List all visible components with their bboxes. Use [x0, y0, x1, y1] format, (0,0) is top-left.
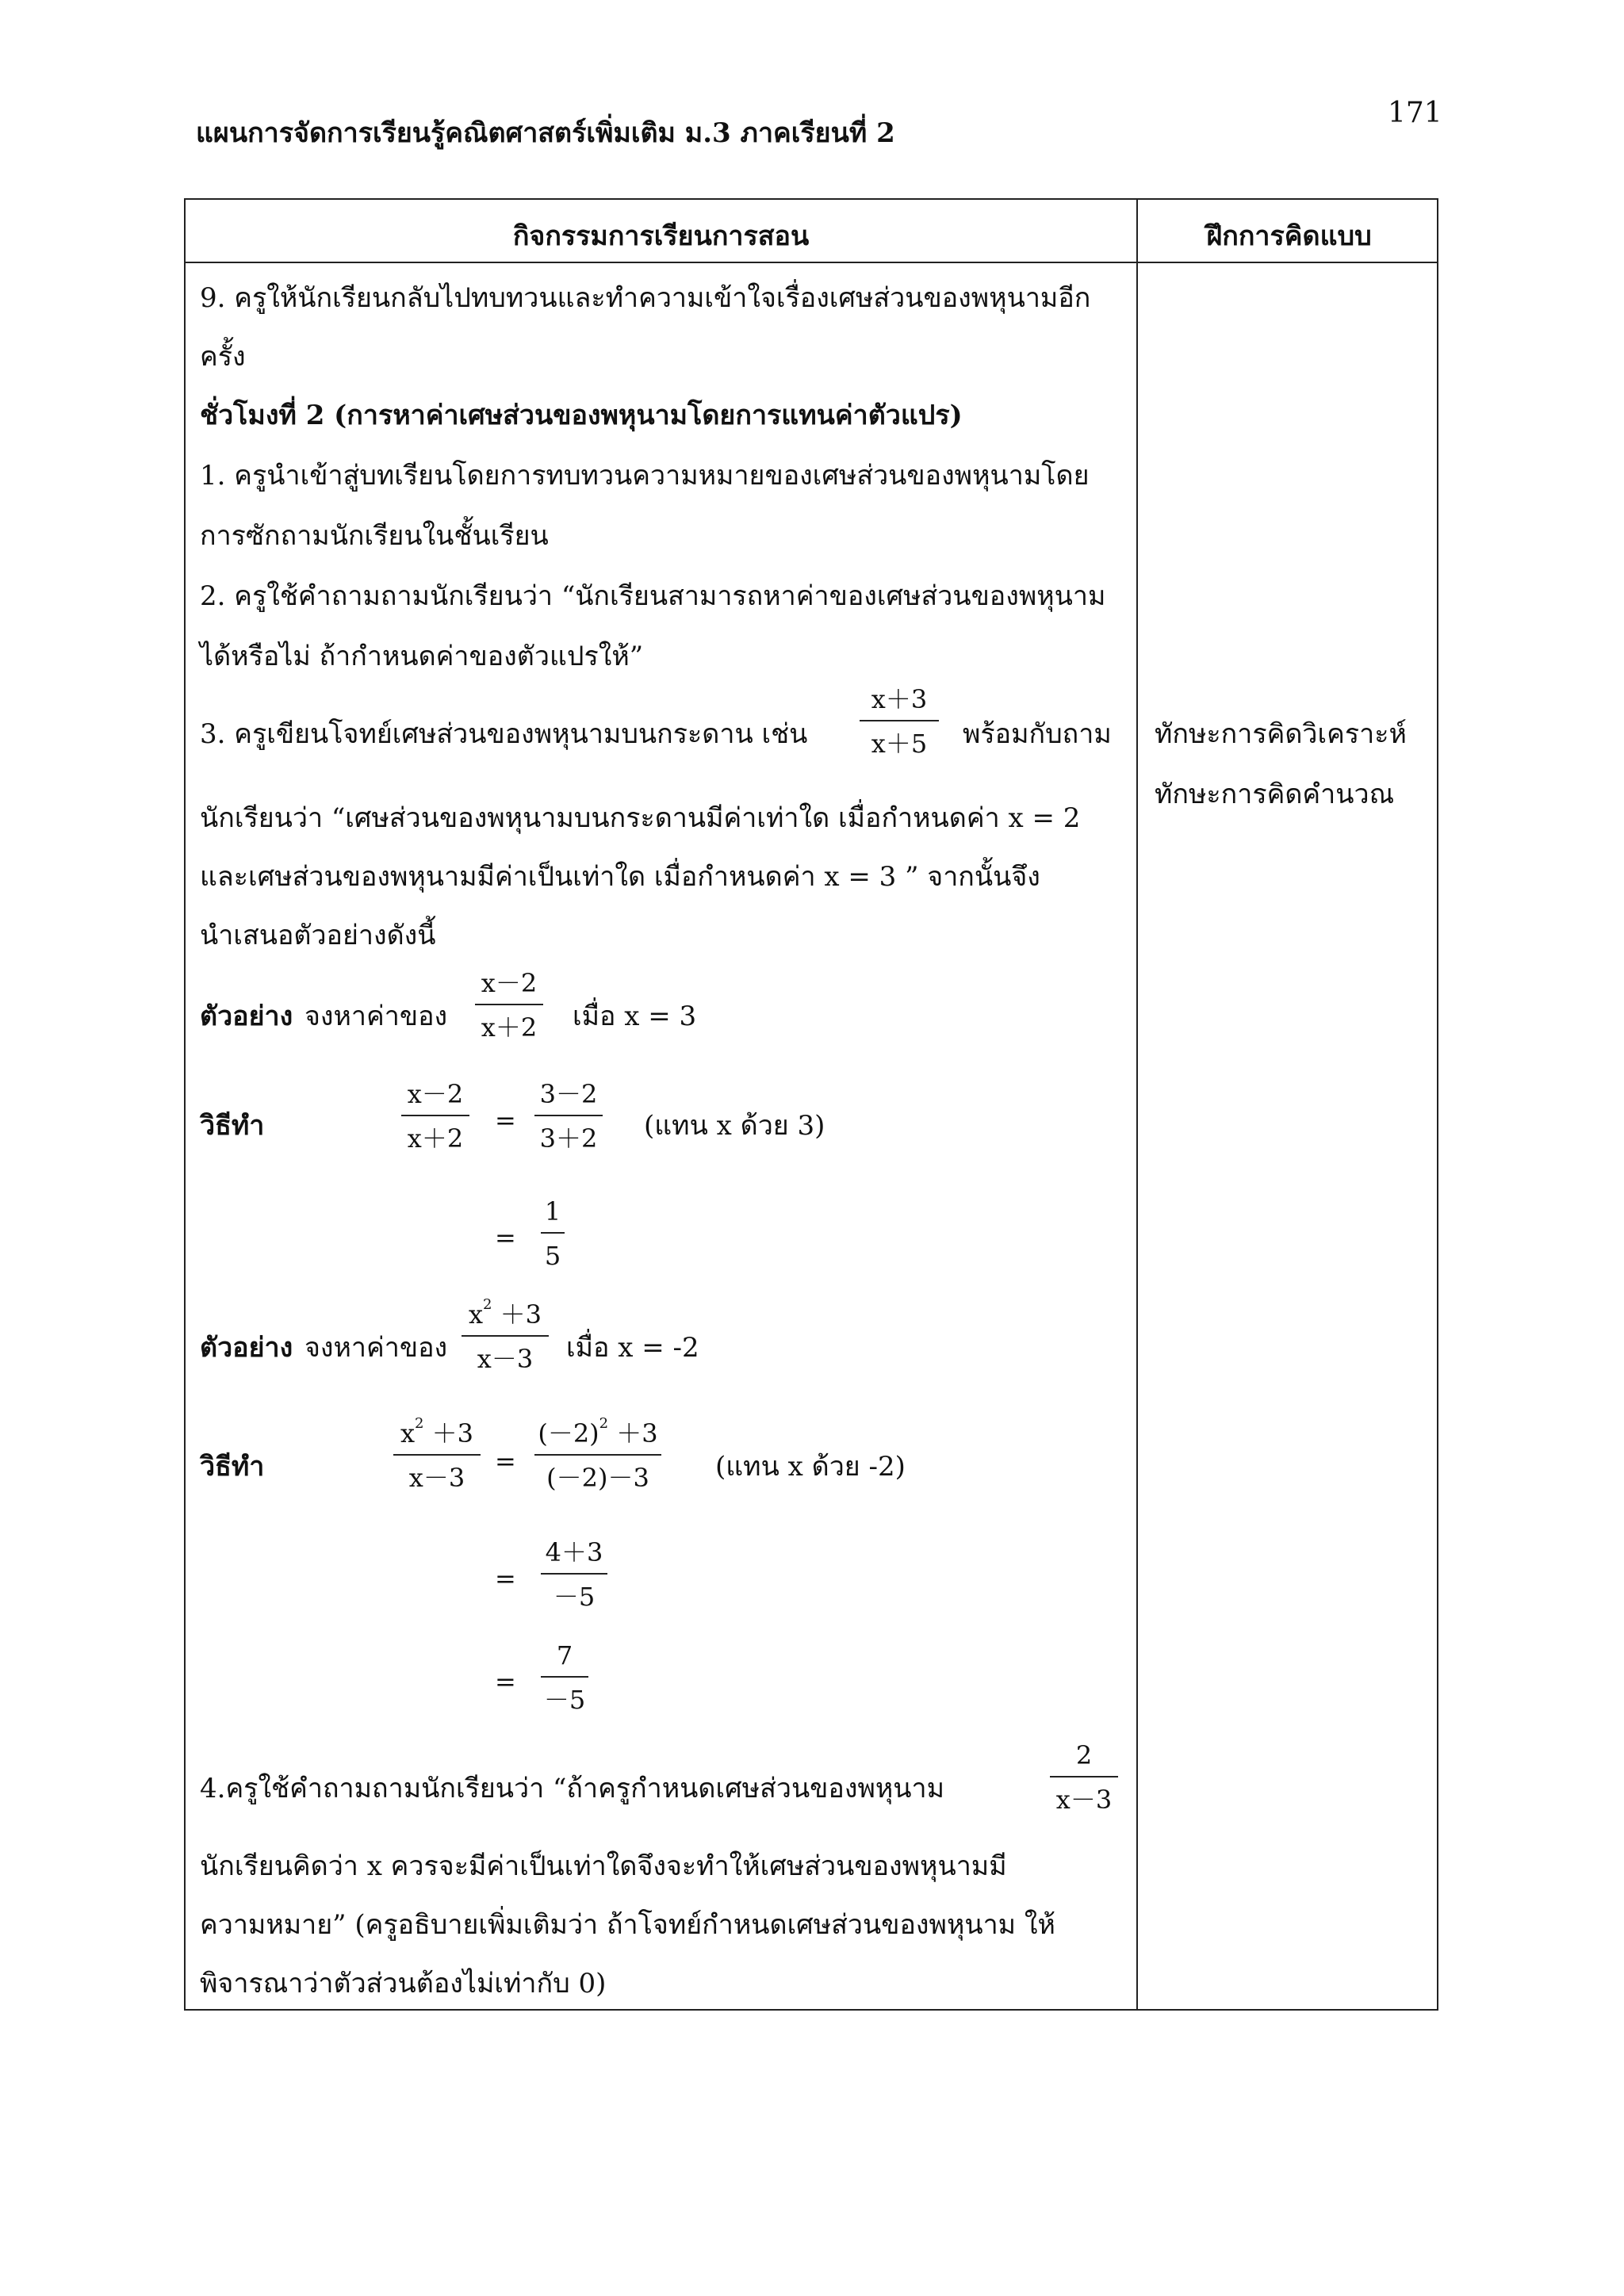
line-item-1-cont: การซักถามนักเรียนในชั้นเรียน [200, 520, 549, 552]
example-2-condition: เมื่อ x = -2 [566, 1332, 699, 1364]
line-item-1: 1. ครูนำเข้าสู่บทเรียนโดยการทบทวนความหมายของเศษส่วนของพหุนามโดย [200, 460, 1090, 492]
header-divider [186, 262, 1437, 263]
method-1-lhs: x－2 x＋2 [401, 1081, 469, 1151]
column-header-thinking: ฝึกการคิดแบบ [1206, 220, 1372, 252]
method-1-note: (แทน x ด้วย 3) [644, 1110, 825, 1142]
page-number: 171 [1388, 97, 1442, 129]
line-item-4-cont-2: ความหมาย” (ครูอธิบายเพิ่มเติมว่า ถ้าโจทย์กำหนดเศษส่วนของพหุนาม ให้ [200, 1909, 1055, 1941]
line-item-3-cont-1: นักเรียนว่า “เศษส่วนของพหุนามบนกระดานมีค่าเท่าใด เมื่อกำหนดค่า x = 2 [200, 802, 1081, 834]
method-2-lhs: $x^2 +3$ x－3 [393, 1421, 481, 1490]
line-item-4-cont-1: นักเรียนคิดว่า x ควรจะมีค่าเป็นเท่าใดจึงจะทำให้เศษส่วนของพหุนามมี [200, 1850, 1007, 1882]
line-item-2-cont: ได้หรือไม่ ถ้ากำหนดค่าของตัวแปรให้” [200, 641, 644, 672]
line-item-9-cont: ครั้ง [200, 341, 246, 373]
line-item-2: 2. ครูใช้คำถามถามนักเรียนว่า “นักเรียนสามารถหาค่าของเศษส่วนของพหุนาม [200, 580, 1106, 612]
method-1-label: วิธีทำ [200, 1110, 265, 1142]
line-item-3-cont-2: และเศษส่วนของพหุนามมีค่าเป็นเท่าใด เมื่อกำหนดค่า x = 3 ” จากนั้นจึง [200, 861, 1040, 893]
method-2-rhs: $(-2)^2 +3$ (－2)－3 [534, 1421, 661, 1490]
skill-analytical: ทักษะการคิดวิเคราะห์ [1155, 718, 1407, 750]
skill-computation: ทักษะการคิดคำนวณ [1155, 779, 1395, 810]
example-1-text: จงหาค่าของ [304, 1001, 448, 1032]
equals-sign: = [495, 1105, 516, 1135]
method-2-note: (แทน x ด้วย -2) [715, 1451, 906, 1483]
method-1-result: 1 5 [541, 1199, 565, 1269]
method-2-result: 7 －5 [541, 1643, 588, 1712]
method-2-label: วิธีทำ [200, 1451, 265, 1483]
example-2-label: ตัวอย่าง [200, 1332, 293, 1364]
fraction-x-plus-3-over-x-plus-5: x＋3 x＋5 [860, 687, 939, 756]
column-divider [1136, 200, 1138, 2009]
example-1-fraction: x－2 x＋2 [475, 970, 543, 1040]
example-1-condition: เมื่อ x = 3 [573, 1001, 697, 1032]
method-1-rhs: 3－2 3＋2 [534, 1081, 603, 1151]
hour-2-heading: ชั่วโมงที่ 2 (การหาค่าเศษส่วนของพหุนามโดยการแทนค่าตัวแปร) [200, 400, 963, 431]
lesson-table [184, 198, 1438, 2011]
example-1-label: ตัวอย่าง [200, 1001, 293, 1032]
equals-sign: = [495, 1446, 516, 1476]
line-item-3-cont-3: นำเสนอตัวอย่างดังนี้ [200, 920, 436, 951]
line-item-4: 4.ครูใช้คำถามถามนักเรียนว่า “ถ้าครูกำหนดเศษส่วนของพหุนาม [200, 1773, 945, 1804]
line-item-9: 9. ครูให้นักเรียนกลับไปทบทวนและทำความเข้าใจเรื่องเศษส่วนของพหุนามอีก [200, 282, 1091, 314]
line-item-4-cont-3: พิจารณาว่าตัวส่วนต้องไม่เท่ากับ 0) [200, 1968, 607, 1999]
line-item-3-end: พร้อมกับถาม [963, 718, 1112, 750]
line-item-3: 3. ครูเขียนโจทย์เศษส่วนของพหุนามบนกระดาน เช่น [200, 718, 808, 750]
fraction-2-over-x-minus-3: 2 x－3 [1050, 1743, 1118, 1812]
page-header: แผนการจัดการเรียนรู้คณิตศาสตร์เพิ่มเติม ม.3 ภาคเรียนที่ 2 [196, 117, 895, 149]
column-header-activities: กิจกรรมการเรียนการสอน [512, 220, 810, 252]
equals-sign: = [495, 1667, 516, 1697]
equals-sign: = [495, 1223, 516, 1253]
method-2-step-2: 4＋3 －5 [541, 1540, 607, 1609]
example-2-text: จงหาค่าของ [304, 1332, 448, 1364]
example-2-fraction: $x^2 +3$ x－3 [462, 1302, 549, 1372]
equals-sign: = [495, 1563, 516, 1594]
